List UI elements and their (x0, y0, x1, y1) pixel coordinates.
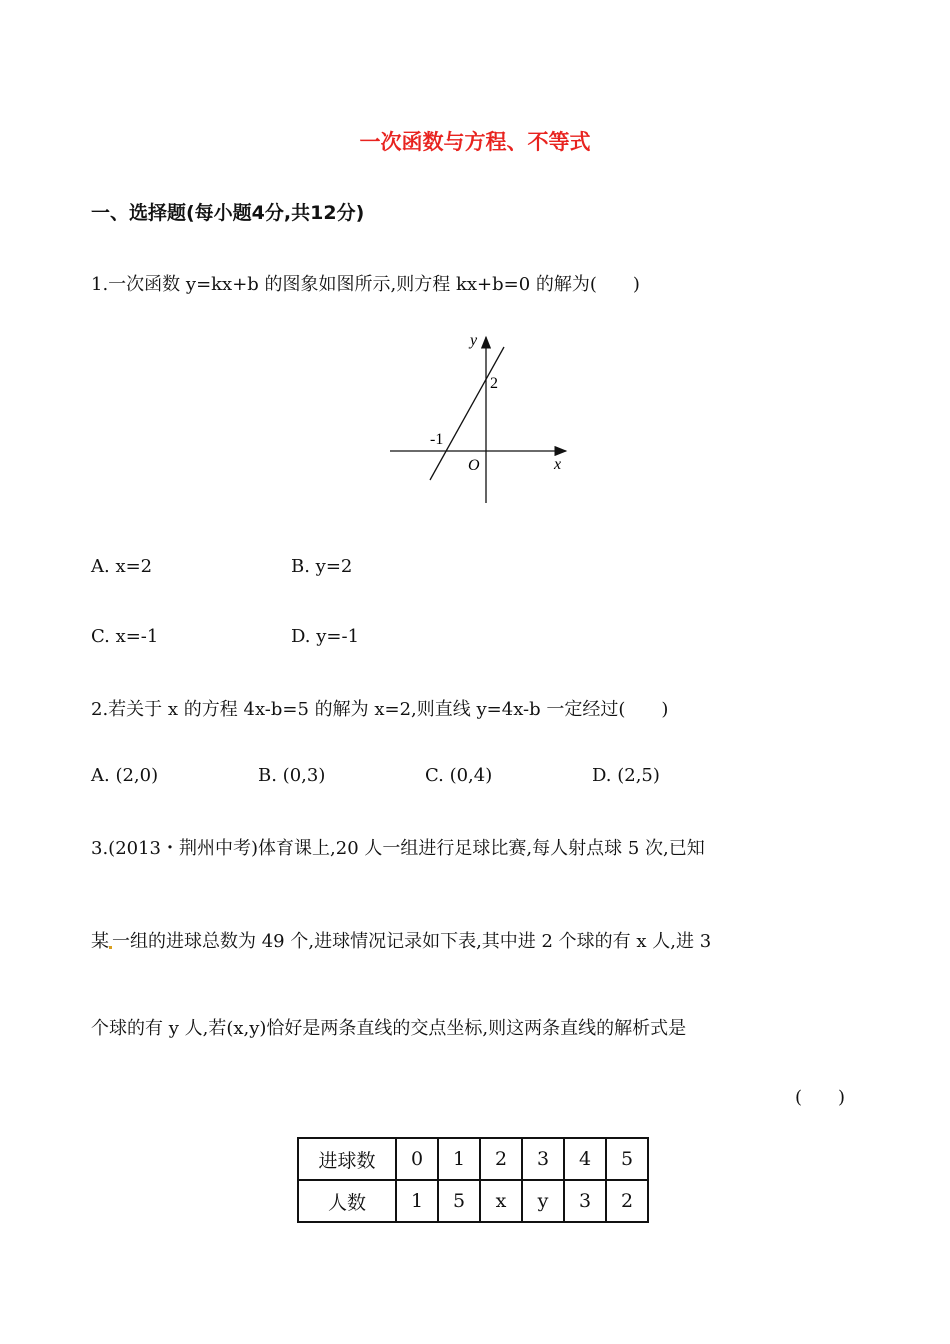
y-intercept-label: 2 (490, 375, 498, 392)
x-intercept-label: -1 (430, 431, 444, 448)
table-header-goals: 进球数 (298, 1138, 396, 1180)
table-cell: y (522, 1180, 564, 1222)
question-3-line-1: 3.(2013・荆州中考)体育课上,20 人一组进行足球比赛,每人射点球 5 次,已知 (91, 838, 705, 859)
origin-label: O (468, 457, 480, 474)
y-axis-label: y (470, 332, 478, 349)
table-cell: 3 (564, 1180, 606, 1222)
table-cell: x (480, 1180, 522, 1222)
question-3-line-2-rest: 一组的进球总数为 49 个,进球情况记录如下表,其中进 2 个球的有 x 人,进 3 (112, 931, 712, 952)
table-cell: 3 (522, 1138, 564, 1180)
section-heading: 一、选择题(每小题4分,共12分) (91, 202, 365, 224)
table-cell: 5 (606, 1138, 648, 1180)
page-title: 一次函数与方程、不等式 (359, 130, 591, 154)
table-row (298, 1180, 648, 1222)
q2-option-b: B. (0,3) (258, 765, 326, 786)
question-1-graph (380, 325, 580, 510)
q2-option-c: C. (0,4) (425, 765, 493, 786)
table-row (298, 1138, 648, 1180)
table-cell: 1 (396, 1180, 438, 1222)
goal-count-table (297, 1137, 649, 1223)
table-cell: 0 (396, 1138, 438, 1180)
table-cell: 2 (606, 1180, 648, 1222)
q1-option-b: B. y=2 (291, 556, 353, 577)
q1-option-c: C. x=-1 (91, 626, 159, 647)
q1-option-a: A. x=2 (91, 556, 153, 577)
x-axis-label: x (554, 456, 562, 473)
table-cell: 4 (564, 1138, 606, 1180)
question-2-stem: 2.若关于 x 的方程 4x-b=5 的解为 x=2,则直线 y=4x-b 一定经过( ) (91, 699, 669, 720)
table-cell: 5 (438, 1180, 480, 1222)
function-line (430, 347, 504, 480)
table-header-people: 人数 (298, 1180, 396, 1222)
q2-option-a: A. (2,0) (91, 765, 159, 786)
question-3-answer-paren: ( ) (795, 1087, 846, 1108)
question-3-line-2 (91, 927, 711, 953)
table-cell: 2 (480, 1138, 522, 1180)
table-cell: 1 (438, 1138, 480, 1180)
q2-option-d: D. (2,5) (592, 765, 660, 786)
question-3-line-2-start: 某 (91, 931, 109, 952)
question-3-line-3: 个球的有 y 人,若(x,y)恰好是两条直线的交点坐标,则这两条直线的解析式是 (91, 1018, 687, 1039)
q1-option-d: D. y=-1 (291, 626, 360, 647)
question-1-stem: 1.一次函数 y=kx+b 的图象如图所示,则方程 kx+b=0 的解为( ) (91, 274, 640, 295)
